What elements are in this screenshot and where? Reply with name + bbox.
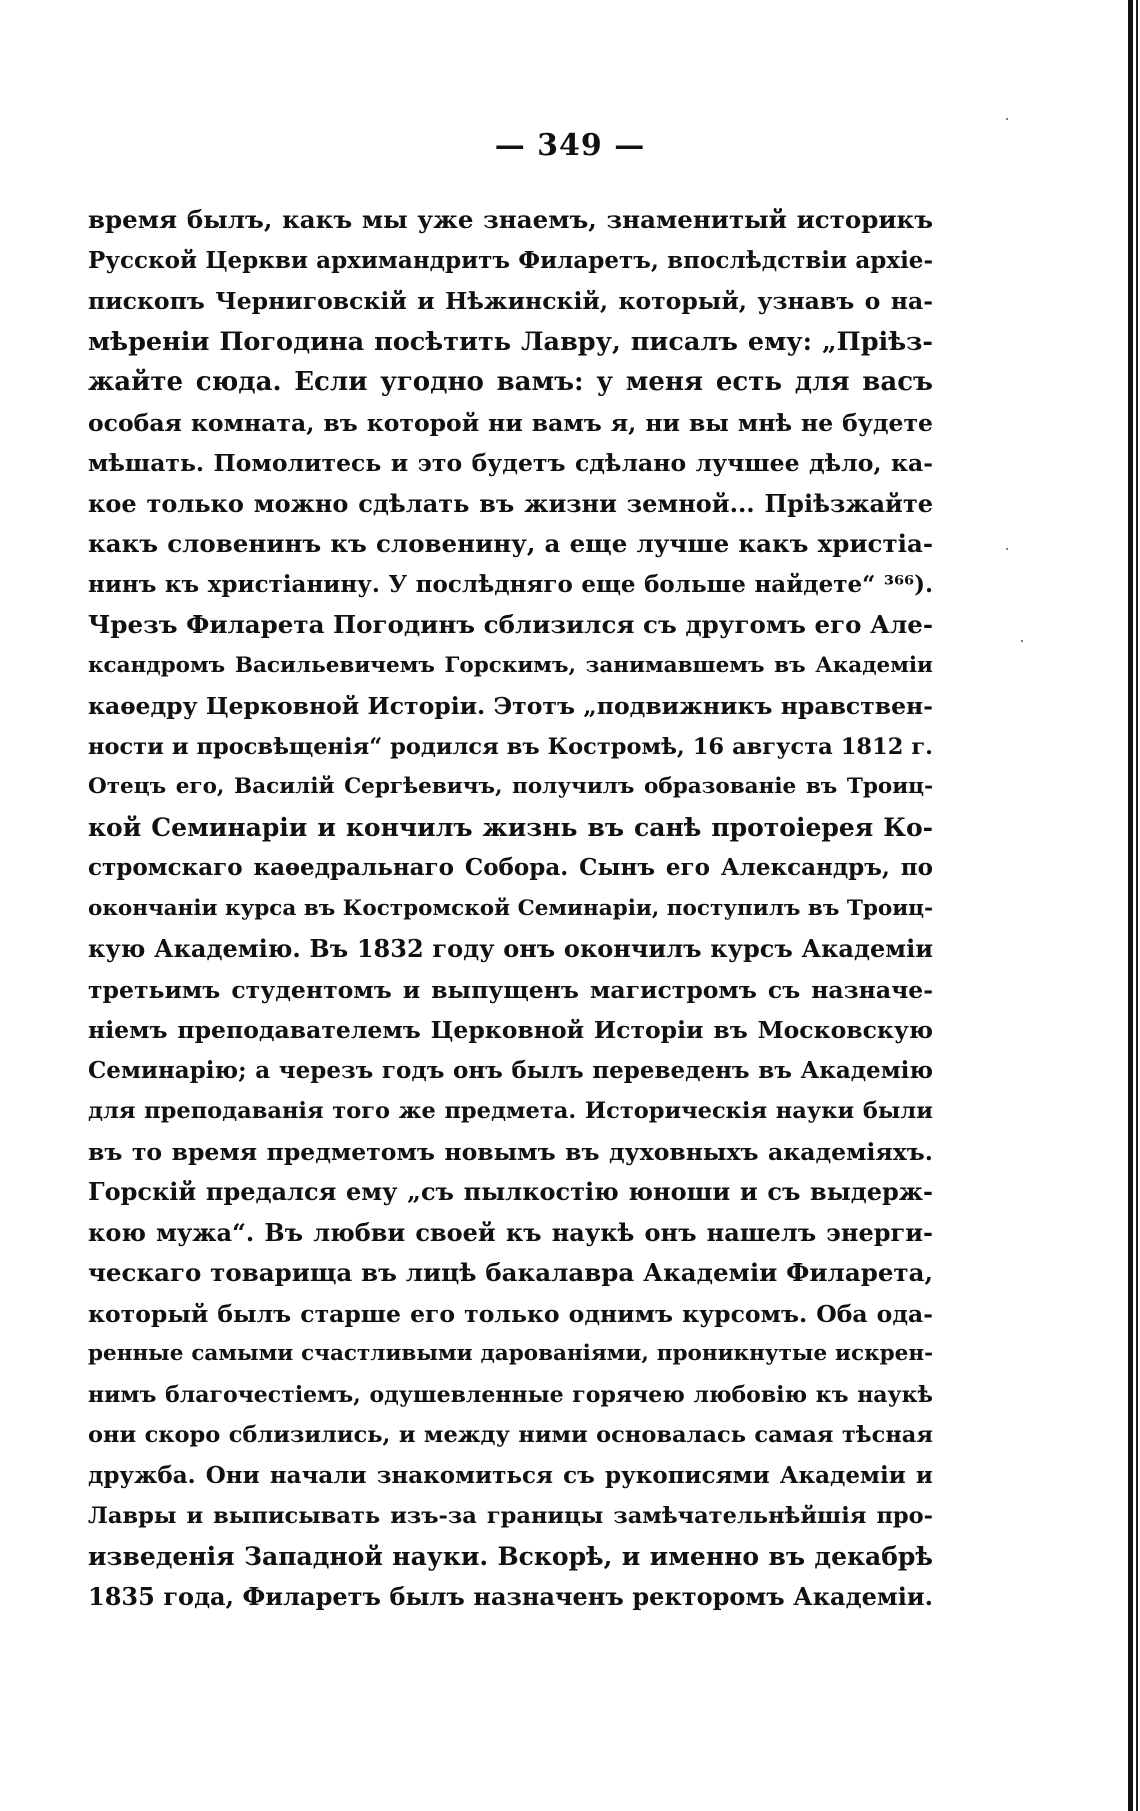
text-line: Русской Церкви архимандритъ Филаретъ, впослѣдствіи архіе- xyxy=(88,246,933,274)
text-line: какъ словенинъ къ словенину, а еще лучше какъ христіа- xyxy=(88,529,933,558)
text-line: въ то время предметомъ новымъ въ духовныхъ академіяхъ. xyxy=(88,1137,933,1166)
text-line: для преподаванія того же предмета. Историческія науки были xyxy=(88,1098,933,1124)
text-line: изведенія Западной науки. Вскорѣ, и именно въ декабрѣ xyxy=(88,1541,933,1571)
text-line: ксандромъ Васильевичемъ Горскимъ, занимавшемъ въ Академіи xyxy=(88,652,933,678)
text-line: ніемъ преподавателемъ Церковной Исторіи въ Московскую xyxy=(88,1016,933,1044)
text-line: ренные самыми счастливыми дарованіями, проникнутые искрен- xyxy=(88,1341,933,1366)
text-line: Семинарію; а черезъ годъ онъ былъ переведенъ въ Академію xyxy=(88,1056,933,1084)
text-line: нинъ къ христіанину. У послѣдняго еще больше найдете“ ³⁶⁶). xyxy=(88,570,933,598)
border-rule-thin xyxy=(1136,0,1138,1811)
text-line: Лавры и выписывать изъ-за границы замѣчательнѣйшія про- xyxy=(88,1503,933,1529)
text-line: Чрезъ Филарета Погодинъ сблизился съ другомъ его Але- xyxy=(88,610,933,639)
text-line: мѣшать. Помолитесь и это будетъ сдѣлано лучшее дѣло, ка- xyxy=(88,449,933,477)
text-line: ности и просвѣщенія“ родился въ Костромѣ, 16 августа 1812 г. xyxy=(88,733,933,760)
page-number: — 349 — xyxy=(494,128,646,163)
text-line: кое только можно сдѣлать въ жизни земной... Пріѣзжайте xyxy=(88,488,933,518)
text-line: каѳедру Церковной Исторіи. Этотъ „подвижникъ нравствен- xyxy=(88,692,933,720)
body-text xyxy=(88,200,933,1618)
text-line: ческаго товарища въ лицѣ бакалавра Академіи Филарета, xyxy=(88,1258,933,1287)
text-line: пископъ Черниговскій и Нѣжинскій, который, узнавъ о на- xyxy=(88,287,933,315)
text-line: они скоро сблизились, и между ними основалась самая тѣсная xyxy=(88,1422,933,1448)
text-line: особая комната, въ которой ни вамъ я, ни вы мнѣ не будете xyxy=(88,408,933,437)
text-line: третьимъ студентомъ и выпущенъ магистромъ съ назначе- xyxy=(88,975,933,1004)
text-line: Горскій предался ему „съ пылкостію юноши и съ выдерж- xyxy=(88,1177,933,1206)
scan-speck xyxy=(1006,548,1008,550)
border-rule-thick xyxy=(1128,0,1133,1811)
text-line: нимъ благочестіемъ, одушевленные горячею любовію къ наукѣ xyxy=(88,1381,933,1408)
text-line: Отецъ его, Василій Сергѣевичъ, получилъ образованіе въ Троиц- xyxy=(88,774,933,799)
text-line: кую Академію. Въ 1832 году онъ окончилъ курсъ Академіи xyxy=(88,934,933,963)
text-line: жайте сюда. Если угодно вамъ: у меня есть для васъ xyxy=(88,367,933,397)
page-edge-border xyxy=(1126,0,1140,1811)
scan-speck xyxy=(1021,640,1023,642)
text-line: время былъ, какъ мы уже знаемъ, знаменитый историкъ xyxy=(88,205,933,234)
text-line: окончаніи курса въ Костромской Семинаріи, поступилъ въ Троиц- xyxy=(88,895,933,921)
scan-speck xyxy=(1006,118,1008,120)
text-line: дружба. Они начали знакомиться съ рукописями Академіи и xyxy=(88,1461,933,1489)
text-line: кой Семинаріи и кончилъ жизнь въ санѣ протоіерея Ко- xyxy=(88,812,933,842)
text-line: кою мужа“. Въ любви своей къ наукѣ онъ нашелъ энерги- xyxy=(88,1217,933,1247)
text-line: 1835 года, Филаретъ былъ назначенъ ректоромъ Академіи. xyxy=(88,1582,933,1611)
text-line: который былъ старше его только однимъ курсомъ. Оба ода- xyxy=(88,1299,933,1328)
text-line: стромскаго каѳедральнаго Собора. Сынъ его Александръ, по xyxy=(88,854,933,881)
text-line: мѣреніи Погодина посѣтить Лавру, писалъ ему: „Пріѣз- xyxy=(88,326,933,357)
